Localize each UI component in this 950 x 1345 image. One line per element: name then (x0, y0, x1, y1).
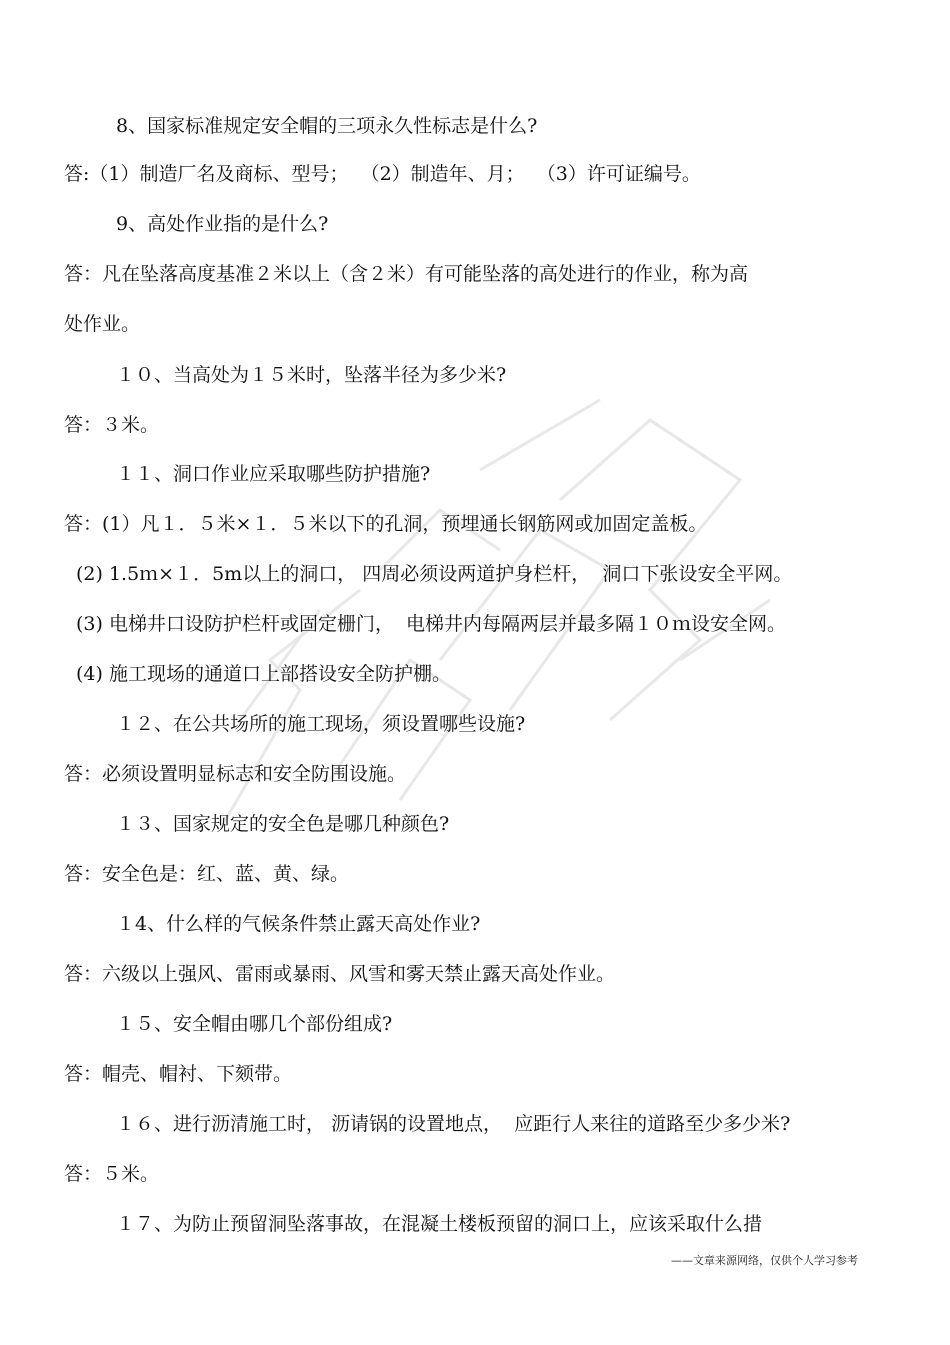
answer-13: 答：安全色是：红、蓝、黄、绿。 (64, 863, 350, 885)
question-11: １１、洞口作业应采取哪些防护措施? (116, 463, 431, 485)
answer-15: 答：帽壳、帽衬、下颏带。 (64, 1063, 293, 1085)
answer-9: 答：凡在坠落高度基准２米以上（含２米）有可能坠落的高处进行的作业，称为高 (64, 263, 749, 285)
question-17: １７、为防止预留洞坠落事故，在混凝土楼板预留的洞口上，应该采取什么措 (116, 1213, 763, 1235)
question-13: １３、国家规定的安全色是哪几种颜色? (116, 813, 450, 835)
answer-10: 答：３米。 (64, 414, 160, 436)
answer-16: 答：５米。 (64, 1163, 160, 1185)
answer-11-item-4: (4) 施工现场的通道口上部搭设安全防护棚。 (76, 663, 451, 685)
question-8: 8、国家标准规定安全帽的三项永久性标志是什么? (116, 115, 538, 137)
answer-11-item-3: (3) 电梯井口设防护栏杆或固定栅门， 电梯井内每隔两层并最多隔１０ｍ设安全网。 (76, 613, 787, 635)
answer-11-item-2: (2) 1.5ｍ×１．5m以上的洞口， 四周必须设两道护身栏杆， 洞口下张设安全平网。 (76, 563, 793, 585)
answer-8: 答:（1）制造厂名及商标、型号； （2）制造年、月； （3）许可证编号。 (64, 163, 701, 185)
question-9: 9、高处作业指的是什么? (116, 213, 329, 235)
question-15: １５、安全帽由哪几个部份组成? (116, 1013, 393, 1035)
answer-14: 答：六级以上强风、雷雨或暴雨、风雪和雾天禁止露天高处作业。 (64, 963, 616, 985)
answer-11-item-1: 答：(1）凡１．５米×１．５米以下的孔洞，预埋通长钢筋网或加固定盖板。 (64, 513, 708, 535)
answer-12: 答：必须设置明显标志和安全防围设施。 (64, 763, 407, 785)
source-footer: ——文章来源网络，仅供个人学习参考 (671, 1254, 858, 1267)
question-12: １２、在公共场所的施工现场，须设置哪些设施? (116, 713, 526, 735)
answer-9-continued: 处作业。 (64, 313, 141, 335)
question-10: １０、当高处为１５米时，坠落半径为多少米? (116, 364, 507, 386)
question-14: １4、什么样的气候条件禁止露天高处作业? (116, 913, 481, 935)
question-16: １６、进行沥清施工时， 沥请锅的设置地点， 应距行人来往的道路至少多少米? (116, 1113, 791, 1135)
